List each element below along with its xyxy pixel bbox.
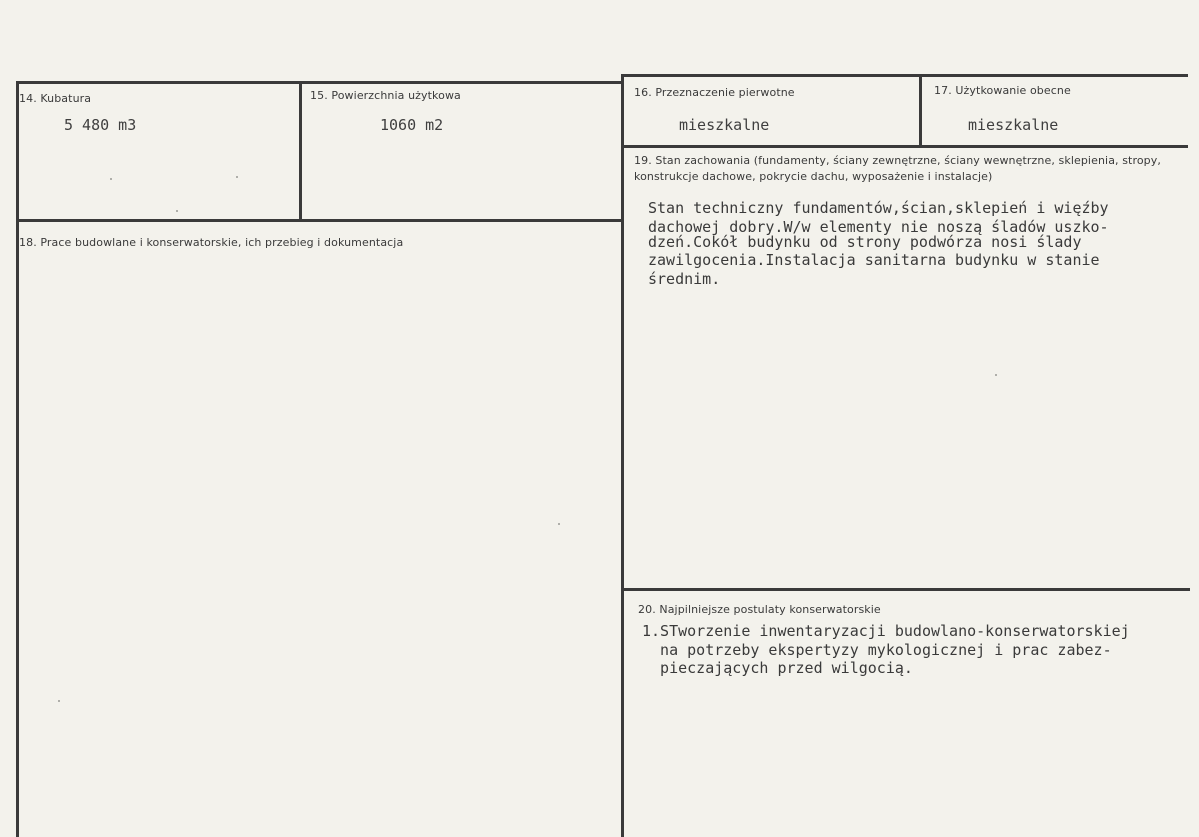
paper-speck: [58, 700, 60, 702]
uzytkowanie-value: mieszkalne: [968, 116, 1059, 134]
prace-label: 18. Prace budowlane i konserwatorskie, ich przebieg i dokumentacja: [19, 236, 404, 249]
postulaty-line: pieczających przed wilgocią.: [642, 659, 913, 677]
divider: [16, 81, 622, 84]
przeznaczenie-label: 16. Przeznaczenie pierwotne: [634, 86, 795, 99]
divider: [624, 588, 1190, 591]
przeznaczenie-value: mieszkalne: [679, 116, 770, 134]
paper-speck: [176, 210, 178, 212]
stan-line: dachowej dobry.W/w elementy nie noszą śladów uszko-: [648, 218, 1109, 236]
divider: [919, 74, 922, 146]
stan-line: średnim.: [648, 270, 721, 288]
uzytkowanie-label: 17. Użytkowanie obecne: [934, 84, 1071, 97]
divider: [622, 145, 1188, 148]
stan-line: Stan techniczny fundamentów,ścian,sklepień i więźby: [648, 199, 1109, 217]
divider: [621, 74, 624, 837]
kubatura-value: 5 480 m3: [64, 116, 137, 134]
stan-line: dzeń.Cokół budynku od strony podwórza nosi ślady: [648, 233, 1082, 251]
paper-speck: [236, 176, 238, 178]
powierzchnia-value: 1060 m2: [380, 116, 444, 134]
stan-label: 19. Stan zachowania (fundamenty, ściany zewnętrzne, ściany wewnętrzne, sklepienia, stropy, konstrukcje dachowe, pokrycie dachu, wyposażenie i instalacje): [634, 154, 1161, 183]
divider: [16, 81, 19, 837]
powierzchnia-label: 15. Powierzchnia użytkowa: [310, 89, 461, 102]
divider: [16, 219, 624, 222]
paper-speck: [995, 374, 997, 376]
postulaty-label: 20. Najpilniejsze postulaty konserwatorskie: [638, 603, 881, 616]
postulaty-line: na potrzeby ekspertyzy mykologicznej i prac zabez-: [642, 641, 1112, 659]
stan-line: zawilgocenia.Instalacja sanitarna budynku w stanie: [648, 251, 1100, 269]
divider: [622, 74, 1188, 77]
postulaty-line: 1.STworzenie inwentaryzacji budowlano-konserwatorskiej: [642, 622, 1130, 640]
paper-speck: [558, 523, 560, 525]
kubatura-label: 14. Kubatura: [19, 92, 92, 105]
divider: [299, 81, 302, 221]
paper-speck: [110, 178, 112, 180]
